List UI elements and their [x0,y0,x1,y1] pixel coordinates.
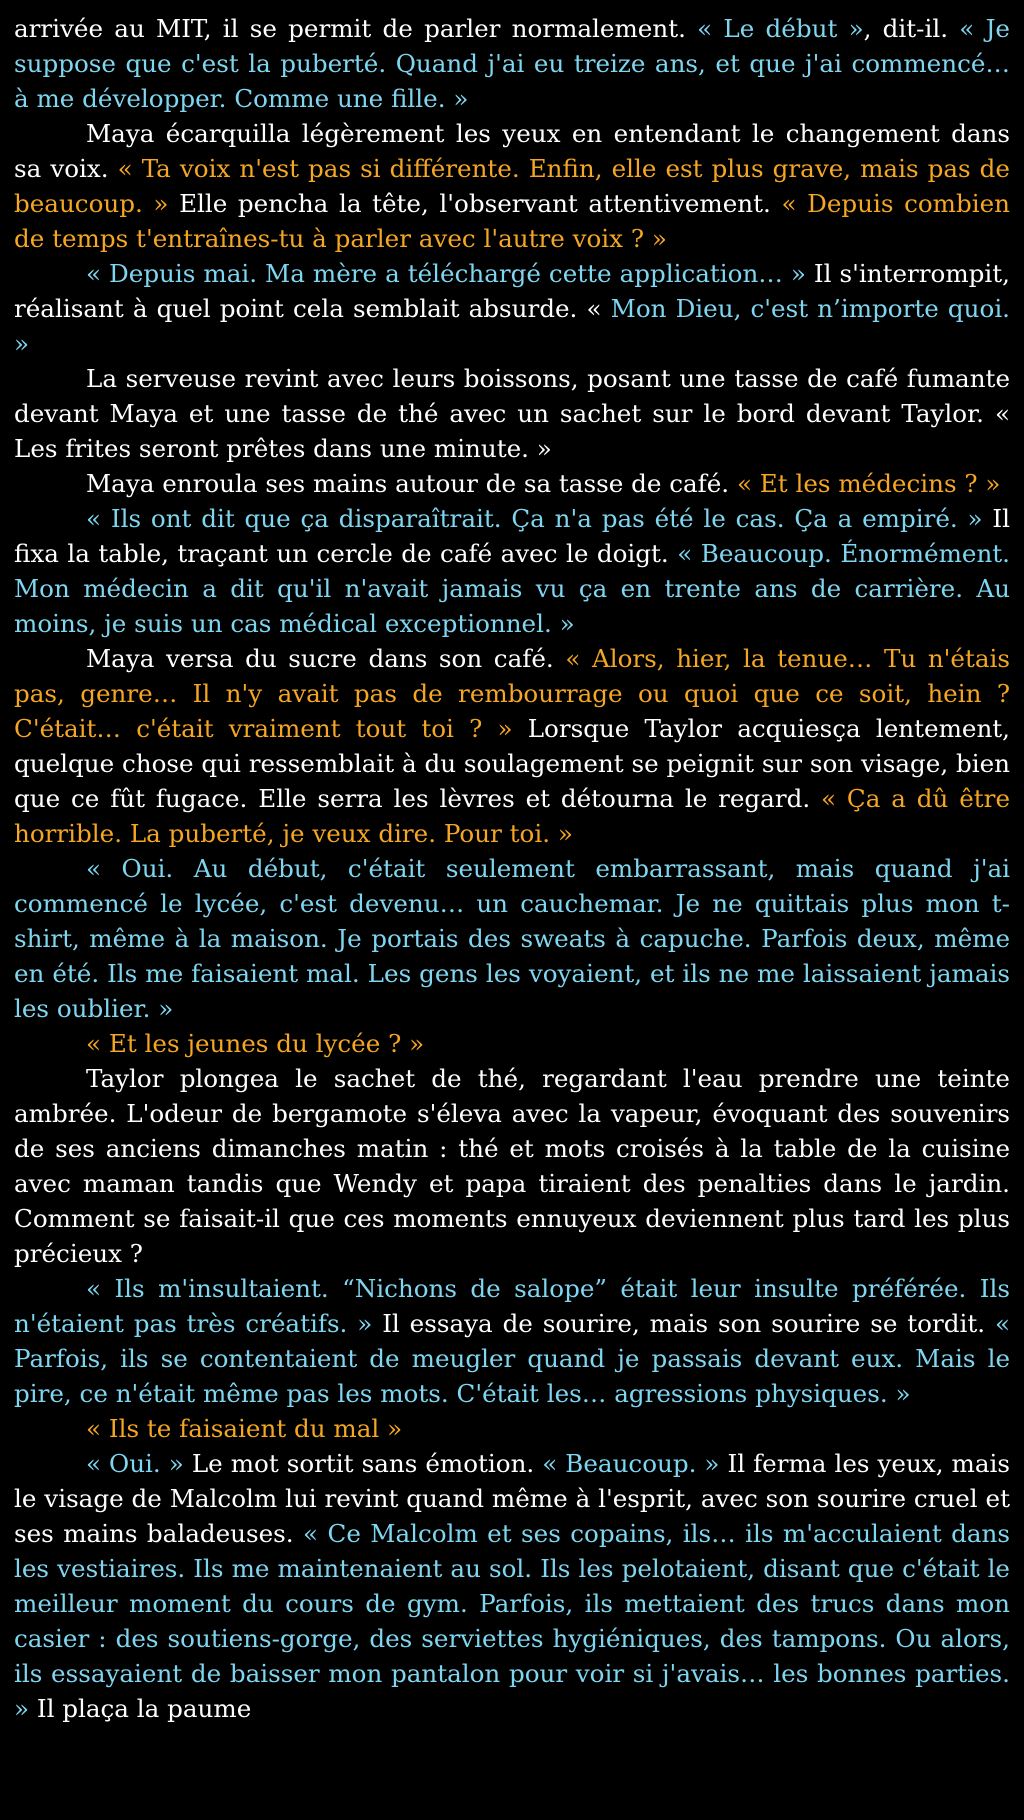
story-paragraph [14,1061,1010,1271]
taylor-dialogue: « Oui. » [86,1449,184,1478]
taylor-dialogue: « Parfois, ils se contentaient de meugler quand je passais devant eux. Mais le pire, ce n'était même pas les mots. C'était les… agressions physiques. » [14,1309,1010,1408]
narration-text: Il fixa la table, traçant un cercle de café avec le doigt. [14,504,1010,568]
taylor-dialogue: « Oui. Au début, c'était seulement embarrassant, mais quand j'ai commencé le lycée, c'est devenu… un cauchemar. Je ne quittais plus mon t-shirt, même à la maison. Je portais des sweats à capuche. Parfois deux, même en été. Ils me faisaient mal. Les gens les voyaient, et ils ne me laissaient jamais les oublier. » [14,854,1010,1023]
narration-text: , dit-il. [863,14,960,43]
taylor-dialogue: « Beaucoup. Énormément. Mon médecin a dit qu'il n'avait jamais vu ça en trente ans de carrière. Au moins, je suis un cas médical exceptionnel. » [14,539,1010,638]
narration-text: Il plaça la paume [29,1694,252,1723]
maya-dialogue: « Et les médecins ? » [736,469,1001,498]
maya-dialogue: « Alors, hier, la tenue… Tu n'étais pas, genre… Il n'y avait pas de rembourrage ou quoi que ce soit, hein ? C'était… c'était vraiment tout toi ? » [14,644,1011,743]
taylor-dialogue: « Depuis mai. Ma mère a téléchargé cette application… » [86,259,806,288]
taylor-dialogue: « Je suppose que c'est la puberté. Quand j'ai eu treize ans, et que j'ai commencé… à me développer. Comme une fille. » [14,14,1010,113]
narration-text: Il essaya de sourire, mais son sourire se tordit. [372,1309,995,1338]
narration-text: Elle pencha la tête, l'observant attentivement. [168,189,782,218]
narration-text: La serveuse revint avec leurs boissons, posant une tasse de café fumante devant Maya et une tasse de thé avec un sachet sur le bord devant Taylor. « Les frites seront prêtes dans une minute. » [14,364,1010,463]
narration-text: Il s'interrompit, réalisant à quel point cela semblait absurde. « [14,259,1010,323]
story-paragraph [14,116,1010,256]
maya-dialogue: « Ils te faisaient du mal » [86,1414,403,1443]
story-paragraph [14,1271,1010,1411]
narration-text: Le mot sortit sans émotion. [183,1449,543,1478]
narration-text: Maya versa du sucre dans son café. [86,644,566,673]
taylor-dialogue: « Ils ont dit que ça disparaîtrait. Ça n'a pas été le cas. Ça a empiré. » [86,504,983,533]
story-paragraph [14,851,1010,1026]
story-paragraph [14,1411,1010,1446]
story-paragraph [14,361,1010,466]
story-paragraph [14,1026,1010,1061]
narration-text: arrivée au MIT, il se permit de parler normalement. [14,14,698,43]
taylor-dialogue: Mon Dieu, c'est n’importe quoi. » [14,294,1010,358]
story-paragraph [14,501,1010,641]
story-paragraph [14,256,1010,361]
story-paragraph [14,1446,1010,1726]
narration-text: Lorsque Taylor acquiesça lentement, quelque chose qui ressemblait à du soulagement se peignit sur son visage, bien que ce fût fugace. Elle serra les lèvres et détourna le regard. [14,714,1011,813]
maya-dialogue: « Ça a dû être horrible. La puberté, je veux dire. Pour toi. » [14,784,1010,848]
narration-text: Taylor plongea le sachet de thé, regardant l'eau prendre une teinte ambrée. L'odeur de bergamote s'éleva avec la vapeur, évoquant des souvenirs de ses anciens dimanches matin : thé et mots croisés à la table de la cuisine avec maman tandis que Wendy et papa tiraient des penalties dans le jardin. Comment se faisait-il que ces moments ennuyeux deviennent plus tard les plus précieux ? [14,1064,1010,1268]
taylor-dialogue: « Ce Malcolm et ses copains, ils… ils m'acculaient dans les vestiaires. Ils me maintenaient au sol. Ils les pelotaient, disant que c'était le meilleur moment du cours de gym. Parfois, ils mettaient des trucs dans mon casier : des soutiens-gorge, des serviettes hygiéniques, des tampons. Ou alors, ils essayaient de baisser mon pantalon pour voir si j'avais… les bonnes parties. » [14,1519,1011,1723]
maya-dialogue: « Depuis combien de temps t'entraînes-tu à parler avec l'autre voix ? » [14,189,1010,253]
taylor-dialogue: « Ils m'insultaient. “Nichons de salope” était leur insulte préférée. Ils n'étaient pas très créatifs. » [14,1274,1010,1338]
story-paragraph [14,11,1010,116]
taylor-dialogue: « Le début » [697,14,864,43]
maya-dialogue: « Et les jeunes du lycée ? » [86,1029,425,1058]
maya-dialogue: « Ta voix n'est pas si différente. Enfin, elle est plus grave, mais pas de beaucoup. » [14,154,1010,218]
story-paragraph [14,466,1010,501]
narration-text: Maya écarquilla légèrement les yeux en entendant le changement dans sa voix. [14,119,1010,183]
narration-text: Il ferma les yeux, mais le visage de Malcolm lui revint quand même à l'esprit, avec son sourire cruel et ses mains baladeuses. [14,1449,1010,1548]
taylor-dialogue: « Beaucoup. » [542,1449,720,1478]
story-paragraph [14,641,1010,851]
narration-text: Maya enroula ses mains autour de sa tasse de café. [86,469,737,498]
